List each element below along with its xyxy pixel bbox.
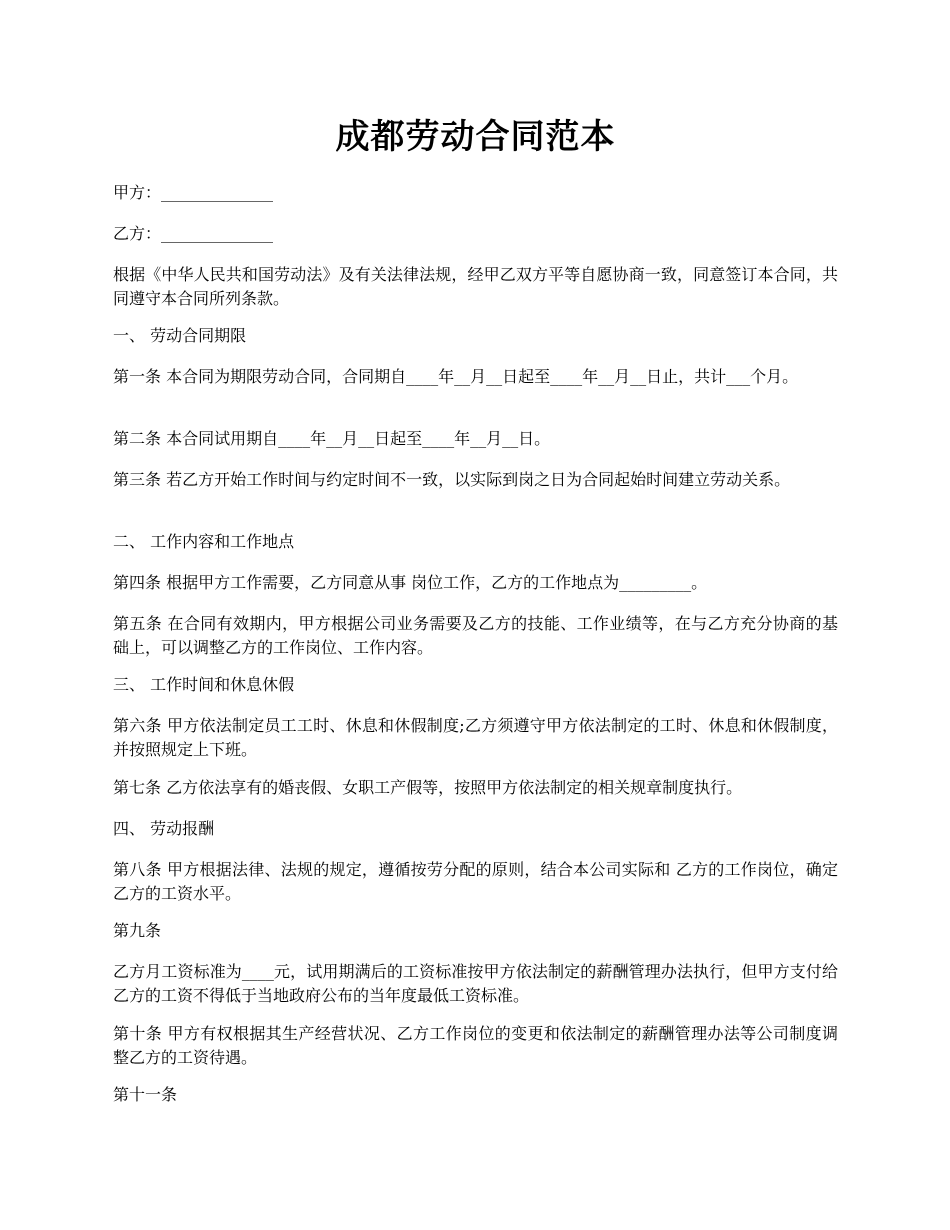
article-7: 第七条 乙方依法享有的婚丧假、女职工产假等，按照甲方依法制定的相关规章制度执行。: [113, 778, 743, 797]
section-heading-2: 二、 工作内容和工作地点: [113, 532, 295, 551]
document-title: 成都劳动合同范本: [335, 117, 616, 157]
party-a-line: 甲方：______________: [113, 183, 274, 202]
party-b-line: 乙方：______________: [113, 224, 274, 243]
article-2: 第二条 本合同试用期自____年__月__日起至____年__月__日。: [113, 429, 551, 448]
article-8: 第八条 甲方根据法律、法规的规定，遵循按劳分配的原则，结合本公司实际和 乙方的工作岗位，确定乙方的工资水平。: [113, 860, 838, 903]
article-9-body: 乙方月工资标准为____元，试用期满后的工资标准按甲方依法制定的薪酬管理办法执行，但甲方支付给乙方的工资不得低于当地政府公布的当年度最低工资标准。: [113, 962, 838, 1005]
article-5: 第五条 在合同有效期内，甲方根据公司业务需要及乙方的技能、工作业绩等，在与乙方充分协商的基础上，可以调整乙方的工作岗位、工作内容。: [113, 614, 838, 657]
preamble-paragraph: 根据《中华人民共和国劳动法》及有关法律法规，经甲乙双方平等自愿协商一致，同意签订本合同，共同遵守本合同所列条款。: [113, 265, 838, 308]
article-1: 第一条 本合同为期限劳动合同，合同期自____年__月__日起至____年__月__日止，共计___个月。: [113, 367, 799, 386]
article-4: 第四条 根据甲方工作需要，乙方同意从事 岗位工作，乙方的工作地点为_________。: [113, 573, 708, 592]
article-11-heading: 第十一条: [113, 1085, 178, 1104]
article-6: 第六条 甲方依法制定员工工时、休息和休假制度;乙方须遵守甲方依法制定的工时、休息和休假制度，并按照规定上下班。: [113, 716, 838, 759]
article-10: 第十条 甲方有权根据其生产经营状况、乙方工作岗位的变更和依法制定的薪酬管理办法等公司制度调整乙方的工资待遇。: [113, 1024, 838, 1067]
section-heading-4: 四、 劳动报酬: [113, 819, 215, 838]
section-heading-3: 三、 工作时间和休息休假: [113, 675, 295, 694]
article-3: 第三条 若乙方开始工作时间与约定时间不一致，以实际到岗之日为合同起始时间建立劳动关系。: [113, 470, 791, 489]
article-9-heading: 第九条: [113, 921, 162, 940]
section-heading-1: 一、 劳动合同期限: [113, 326, 247, 345]
